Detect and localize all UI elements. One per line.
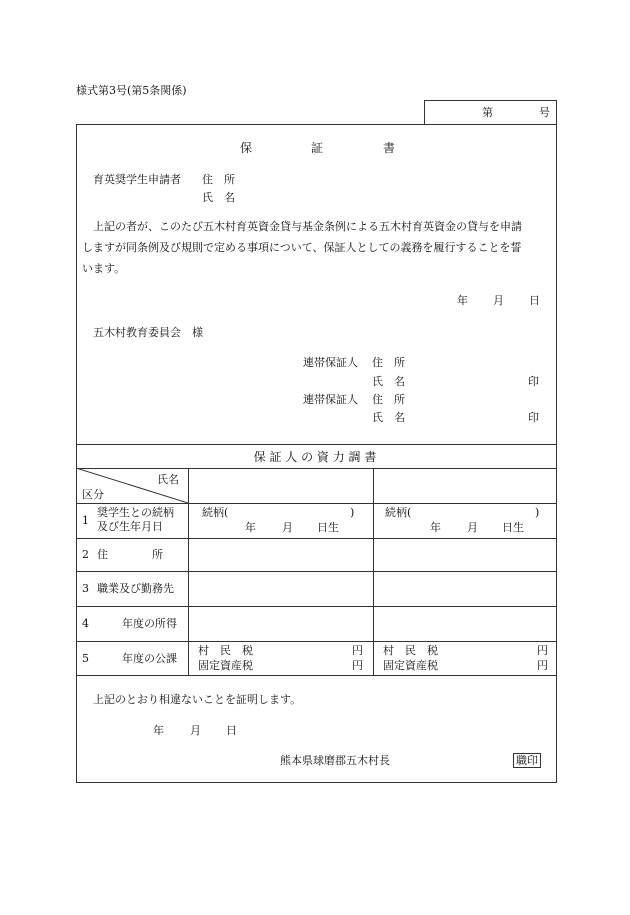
tax-village-yen-b: 円 (537, 644, 548, 657)
tax-property-yen-a: 円 (352, 659, 363, 672)
row-2-no: 2 (82, 548, 89, 561)
birth-month-b: 月 (467, 521, 478, 534)
row-1-label-line2: 及び生年月日 (97, 520, 163, 533)
date-year: 年 (457, 294, 468, 307)
row-1-label-line1: 奨学生との続柄 (97, 506, 174, 519)
body-line-2: しますが同条例及び規則で定める事項について、保証人としての義務を履行することを誓 (82, 241, 522, 254)
relation-close-b: ) (535, 506, 540, 519)
row-2-label: 住 所 (97, 548, 163, 561)
capacity-top-divider (76, 444, 557, 445)
cert-year: 年 (153, 724, 164, 737)
form-label: 様式第3号(第5条関係) (76, 84, 187, 97)
certification-text: 上記のとおり相違ないことを証明します。 (93, 693, 302, 706)
issuer: 熊本県球磨郡五木村長 (280, 754, 390, 767)
row-4-label: 年度の所得 (122, 617, 177, 630)
title-char-2: 証 (311, 141, 324, 155)
relation-label-a: 続柄( (202, 506, 229, 519)
birth-year-b: 年 (430, 521, 441, 534)
header-category: 区分 (82, 488, 104, 501)
table-bottom-line (76, 675, 557, 676)
cert-month: 月 (190, 724, 201, 737)
row-5-no: 5 (82, 652, 89, 665)
table-row-line-5 (76, 641, 557, 642)
guarantor-2-name-label: 氏 名 (372, 411, 405, 424)
tax-property-b: 固定資産税 (383, 659, 438, 672)
number-go: 号 (539, 106, 550, 119)
table-row-line-3 (76, 571, 557, 572)
tax-village-b: 村 民 税 (383, 644, 438, 657)
relation-label-b: 続柄( (385, 506, 412, 519)
title-char-1: 保 (240, 141, 253, 155)
addressee: 五木村教育委員会 様 (93, 326, 203, 339)
table-col-line-1 (188, 468, 189, 675)
date-month: 月 (493, 294, 504, 307)
body-line-1: 上記の者が、このたび五木村育英資金貸与基金条例による五木村育英資金の貸与を申請 (93, 220, 522, 233)
table-row-line-1 (76, 503, 557, 504)
birth-year-a: 年 (245, 521, 256, 534)
guarantor-1-seal: 印 (528, 375, 539, 388)
guarantor-2-seal: 印 (528, 411, 539, 424)
capacity-title: 保 証 人 の 資 力 調 書 (253, 450, 377, 464)
birth-day-b: 日生 (502, 521, 524, 534)
guarantor-1-role: 連帯保証人 (303, 356, 358, 369)
guarantor-1-name-label: 氏 名 (372, 375, 405, 388)
applicant-name-label: 氏 名 (202, 191, 235, 204)
tax-village-yen-a: 円 (352, 644, 363, 657)
row-1-no: 1 (82, 514, 89, 527)
birth-month-a: 月 (282, 521, 293, 534)
tax-property-yen-b: 円 (537, 659, 548, 672)
row-5-label: 年度の公課 (122, 652, 177, 665)
guarantor-1-address-label: 住 所 (372, 356, 405, 369)
cert-day: 日 (226, 724, 237, 737)
date-day: 日 (529, 294, 540, 307)
body-line-3: います。 (82, 262, 126, 275)
tax-village-a: 村 民 税 (198, 644, 253, 657)
header-name: 氏名 (157, 473, 179, 486)
number-dai: 第 (482, 106, 493, 119)
applicant-address-label: 住 所 (202, 173, 235, 186)
guarantor-2-address-label: 住 所 (372, 393, 405, 406)
applicant-role: 育英奨学生申請者 (93, 173, 181, 186)
table-row-line-4 (76, 606, 557, 607)
row-4-no: 4 (82, 617, 89, 630)
relation-close-a: ) (350, 506, 355, 519)
birth-day-a: 日生 (317, 521, 339, 534)
guarantor-2-role: 連帯保証人 (303, 393, 358, 406)
row-3-label: 職業及び勤務先 (97, 582, 174, 595)
table-row-line-2 (76, 538, 557, 539)
tax-property-a: 固定資産税 (198, 659, 253, 672)
table-col-line-2 (373, 468, 374, 675)
official-seal: 職印 (513, 753, 541, 768)
row-3-no: 3 (82, 582, 89, 595)
title-char-3: 書 (383, 141, 396, 155)
